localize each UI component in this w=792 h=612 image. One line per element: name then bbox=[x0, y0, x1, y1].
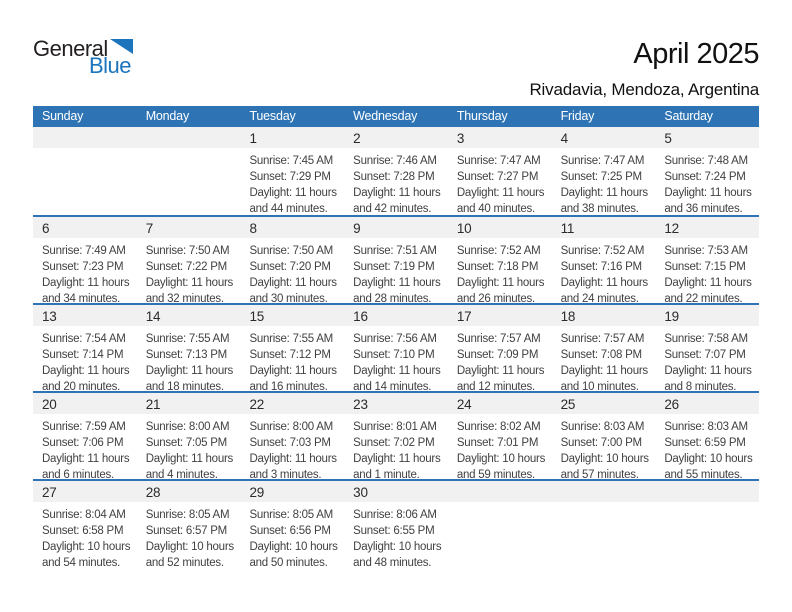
day-sun-info bbox=[33, 414, 137, 479]
day-number: 18 bbox=[552, 305, 656, 326]
sun-info-line: Sunset: 7:29 PM bbox=[249, 171, 331, 183]
sun-info-line: Sunrise: 7:46 AM bbox=[353, 155, 437, 167]
weekday-header-thursday: Thursday bbox=[456, 109, 508, 123]
sun-info-line: Daylight: 10 hours bbox=[42, 541, 131, 553]
sun-info-line: and 12 minutes. bbox=[456, 381, 535, 391]
day-sun-info bbox=[240, 238, 344, 303]
sun-info-line: Daylight: 11 hours bbox=[42, 277, 130, 289]
day-number: 11 bbox=[552, 217, 656, 238]
day-sun-info bbox=[240, 502, 344, 567]
sun-info-line: Daylight: 11 hours bbox=[456, 365, 545, 377]
calendar-day-cell bbox=[137, 217, 241, 303]
sun-info-line: Daylight: 11 hours bbox=[353, 453, 441, 465]
calendar-empty-cell bbox=[552, 481, 656, 567]
calendar-day-cell bbox=[448, 217, 552, 303]
calendar-day-cell bbox=[240, 127, 344, 215]
day-sun-info bbox=[655, 148, 759, 215]
day-sun-info bbox=[137, 148, 241, 153]
sun-info-line: Sunset: 7:10 PM bbox=[353, 349, 435, 361]
sun-info-line: Sunset: 7:19 PM bbox=[353, 261, 435, 273]
calendar-day-cell bbox=[344, 305, 448, 391]
sun-info-line: Sunrise: 8:04 AM bbox=[42, 509, 126, 521]
sun-info-line: and 52 minutes. bbox=[145, 557, 224, 567]
sun-info-line: Sunrise: 8:06 AM bbox=[353, 509, 437, 521]
calendar-day-cell bbox=[33, 481, 137, 567]
sun-info-line: and 50 minutes. bbox=[249, 557, 328, 567]
sun-info-line: Sunrise: 7:54 AM bbox=[42, 333, 126, 345]
sun-info-line: Daylight: 10 hours bbox=[249, 541, 338, 553]
calendar-day-cell bbox=[552, 127, 656, 215]
sun-info-line: and 57 minutes. bbox=[560, 469, 639, 479]
day-sun-info bbox=[448, 148, 552, 215]
day-number: 25 bbox=[552, 393, 656, 414]
day-sun-info bbox=[137, 238, 241, 303]
sun-info-line: Sunrise: 8:05 AM bbox=[249, 509, 334, 521]
calendar-day-cell bbox=[552, 217, 656, 303]
sun-info-line: Sunrise: 7:51 AM bbox=[353, 245, 437, 257]
calendar-empty-cell bbox=[33, 127, 137, 215]
sun-info-line: and 10 minutes. bbox=[560, 381, 639, 391]
sun-info-line: Sunset: 7:03 PM bbox=[249, 437, 331, 449]
sun-info-line: Sunrise: 7:57 AM bbox=[560, 333, 645, 345]
day-number: 14 bbox=[137, 305, 241, 326]
day-sun-info bbox=[655, 326, 759, 391]
sun-info-line: Sunset: 7:00 PM bbox=[560, 437, 642, 449]
sun-info-line: Daylight: 11 hours bbox=[664, 277, 752, 289]
day-number: 15 bbox=[240, 305, 344, 326]
sun-info-line: Sunset: 7:16 PM bbox=[560, 261, 642, 273]
sun-info-line: Sunset: 7:28 PM bbox=[353, 171, 435, 183]
day-number bbox=[655, 481, 759, 502]
day-sun-info bbox=[655, 502, 759, 507]
day-sun-info bbox=[655, 238, 759, 303]
calendar-title-block bbox=[529, 38, 759, 100]
day-sun-info bbox=[448, 326, 552, 391]
sun-info-line: Sunset: 6:59 PM bbox=[664, 437, 746, 449]
day-sun-info bbox=[552, 238, 656, 303]
calendar-day-cell bbox=[655, 127, 759, 215]
day-number: 29 bbox=[240, 481, 344, 502]
sun-info-line: Daylight: 11 hours bbox=[145, 365, 234, 377]
day-number: 20 bbox=[33, 393, 137, 414]
sun-info-line: Daylight: 11 hours bbox=[456, 187, 545, 199]
day-sun-info bbox=[655, 414, 759, 479]
day-sun-info bbox=[33, 502, 137, 567]
day-number: 7 bbox=[137, 217, 241, 238]
sun-info-line: and 34 minutes. bbox=[42, 293, 121, 303]
sun-info-line: Sunrise: 8:00 AM bbox=[145, 421, 230, 433]
sun-info-line: Daylight: 11 hours bbox=[353, 365, 441, 377]
sun-info-line: Sunrise: 8:03 AM bbox=[664, 421, 748, 433]
day-number: 30 bbox=[344, 481, 448, 502]
day-number: 6 bbox=[33, 217, 137, 238]
sun-info-line: Sunrise: 8:05 AM bbox=[145, 509, 230, 521]
sun-info-line: and 42 minutes. bbox=[353, 203, 432, 215]
sun-info-line: Sunset: 7:22 PM bbox=[145, 261, 227, 273]
calendar-empty-cell bbox=[137, 127, 241, 215]
sun-info-line: Daylight: 10 hours bbox=[145, 541, 234, 553]
sun-info-line: Daylight: 11 hours bbox=[353, 277, 441, 289]
sun-info-line: Sunset: 7:12 PM bbox=[249, 349, 331, 361]
sun-info-line: Sunrise: 7:53 AM bbox=[664, 245, 748, 257]
calendar-location-subtitle: Rivadavia, Mendoza, Argentina bbox=[529, 80, 759, 99]
calendar-empty-cell bbox=[448, 481, 552, 567]
sun-info-line: Sunset: 7:15 PM bbox=[664, 261, 746, 273]
calendar-week-row bbox=[33, 127, 759, 215]
sun-info-line: Sunset: 7:07 PM bbox=[664, 349, 746, 361]
day-number bbox=[33, 127, 137, 148]
calendar-week-row bbox=[33, 391, 759, 479]
day-number: 28 bbox=[137, 481, 241, 502]
day-sun-info bbox=[552, 414, 656, 479]
sun-info-line: Sunset: 7:23 PM bbox=[42, 261, 124, 273]
calendar-day-cell bbox=[33, 305, 137, 391]
day-number: 10 bbox=[448, 217, 552, 238]
sun-info-line: Sunset: 7:18 PM bbox=[456, 261, 539, 273]
logo-triangle-icon bbox=[110, 39, 133, 54]
calendar-month-title: April 2025 bbox=[633, 38, 759, 70]
day-sun-info bbox=[448, 502, 552, 507]
day-number: 5 bbox=[655, 127, 759, 148]
calendar-day-cell bbox=[552, 393, 656, 479]
day-sun-info bbox=[344, 238, 448, 303]
general-blue-logo bbox=[33, 38, 133, 77]
sun-info-line: and 4 minutes. bbox=[145, 469, 218, 479]
calendar-week-row bbox=[33, 215, 759, 303]
sun-info-line: and 55 minutes. bbox=[664, 469, 743, 479]
sun-info-line: Daylight: 11 hours bbox=[42, 453, 130, 465]
sun-info-line: Daylight: 10 hours bbox=[353, 541, 442, 553]
sun-info-line: Sunset: 6:55 PM bbox=[353, 525, 435, 537]
sun-info-line: Sunset: 7:05 PM bbox=[145, 437, 227, 449]
sun-info-line: Sunrise: 7:50 AM bbox=[145, 245, 230, 257]
sun-info-line: and 59 minutes. bbox=[456, 469, 535, 479]
weekday-header-saturday: Saturday bbox=[664, 109, 713, 123]
sun-info-line: Sunrise: 7:47 AM bbox=[456, 155, 541, 167]
sun-info-line: Sunrise: 7:52 AM bbox=[560, 245, 645, 257]
day-sun-info bbox=[240, 326, 344, 391]
logo-text-blue: Blue bbox=[89, 53, 132, 78]
weekday-header-row bbox=[33, 106, 759, 127]
sun-info-line: Daylight: 11 hours bbox=[664, 187, 752, 199]
sun-info-line: Daylight: 11 hours bbox=[249, 187, 337, 199]
sun-info-line: Daylight: 11 hours bbox=[664, 365, 752, 377]
day-number: 16 bbox=[344, 305, 448, 326]
sun-info-line: Sunrise: 8:02 AM bbox=[456, 421, 541, 433]
day-sun-info bbox=[552, 148, 656, 215]
sun-info-line: and 14 minutes. bbox=[353, 381, 432, 391]
calendar-day-cell bbox=[137, 393, 241, 479]
sun-info-line: and 20 minutes. bbox=[42, 381, 121, 391]
day-number: 3 bbox=[448, 127, 552, 148]
sun-info-line: Sunset: 7:14 PM bbox=[42, 349, 124, 361]
sun-info-line: Sunrise: 7:49 AM bbox=[42, 245, 126, 257]
sun-info-line: Daylight: 11 hours bbox=[42, 365, 130, 377]
day-number: 4 bbox=[552, 127, 656, 148]
sun-info-line: Sunset: 7:06 PM bbox=[42, 437, 124, 449]
sun-info-line: Sunset: 7:27 PM bbox=[456, 171, 539, 183]
day-number bbox=[137, 127, 241, 148]
sun-info-line: and 28 minutes. bbox=[353, 293, 432, 303]
calendar-week-row bbox=[33, 303, 759, 391]
calendar-day-cell bbox=[137, 481, 241, 567]
sun-info-line: and 32 minutes. bbox=[145, 293, 224, 303]
sun-info-line: and 38 minutes. bbox=[560, 203, 639, 215]
calendar-day-cell bbox=[344, 481, 448, 567]
sun-info-line: Daylight: 11 hours bbox=[249, 453, 337, 465]
day-sun-info bbox=[344, 502, 448, 567]
sun-info-line: and 54 minutes. bbox=[42, 557, 121, 567]
weekday-header-tuesday: Tuesday bbox=[249, 109, 296, 123]
sun-info-line: and 26 minutes. bbox=[456, 293, 535, 303]
weekday-header-friday: Friday bbox=[560, 109, 595, 123]
sun-info-line: and 22 minutes. bbox=[664, 293, 743, 303]
day-number: 17 bbox=[448, 305, 552, 326]
calendar-day-cell bbox=[240, 393, 344, 479]
calendar-day-cell bbox=[448, 305, 552, 391]
sun-info-line: Sunset: 7:01 PM bbox=[456, 437, 539, 449]
calendar-day-cell bbox=[240, 217, 344, 303]
sun-info-line: Daylight: 11 hours bbox=[560, 277, 648, 289]
calendar-day-cell bbox=[137, 305, 241, 391]
day-sun-info bbox=[33, 326, 137, 391]
calendar-day-cell bbox=[552, 305, 656, 391]
sun-info-line: Sunrise: 7:58 AM bbox=[664, 333, 748, 345]
sun-info-line: Sunrise: 7:59 AM bbox=[42, 421, 126, 433]
calendar-day-cell bbox=[448, 127, 552, 215]
sun-info-line: Sunset: 7:24 PM bbox=[664, 171, 746, 183]
day-number: 21 bbox=[137, 393, 241, 414]
day-sun-info bbox=[137, 326, 241, 391]
day-sun-info bbox=[240, 148, 344, 215]
sun-info-line: Sunrise: 8:03 AM bbox=[560, 421, 645, 433]
day-sun-info bbox=[448, 238, 552, 303]
sun-info-line: Daylight: 11 hours bbox=[560, 365, 648, 377]
day-number: 13 bbox=[33, 305, 137, 326]
day-number bbox=[448, 481, 552, 502]
day-sun-info bbox=[448, 414, 552, 479]
calendar-day-cell bbox=[655, 393, 759, 479]
sun-info-line: and 40 minutes. bbox=[456, 203, 535, 215]
calendar-weeks bbox=[33, 127, 759, 567]
day-number bbox=[552, 481, 656, 502]
sun-info-line: and 36 minutes. bbox=[664, 203, 743, 215]
logo-text-general: General bbox=[33, 36, 108, 61]
day-sun-info bbox=[552, 326, 656, 391]
day-number: 26 bbox=[655, 393, 759, 414]
weekday-header-wednesday: Wednesday bbox=[353, 109, 418, 123]
sun-info-line: Sunset: 7:09 PM bbox=[456, 349, 539, 361]
calendar-day-cell bbox=[240, 481, 344, 567]
day-number: 2 bbox=[344, 127, 448, 148]
sun-info-line: Sunrise: 7:55 AM bbox=[249, 333, 334, 345]
sun-info-line: Daylight: 10 hours bbox=[664, 453, 753, 465]
day-sun-info bbox=[33, 238, 137, 303]
sun-info-line: Sunrise: 8:00 AM bbox=[249, 421, 334, 433]
sun-info-line: Daylight: 11 hours bbox=[353, 187, 441, 199]
day-sun-info bbox=[240, 414, 344, 479]
sun-info-line: and 18 minutes. bbox=[145, 381, 224, 391]
sun-info-line: Daylight: 10 hours bbox=[560, 453, 649, 465]
calendar-empty-cell bbox=[655, 481, 759, 567]
calendar-day-cell bbox=[344, 393, 448, 479]
sun-info-line: Sunrise: 7:57 AM bbox=[456, 333, 541, 345]
sun-info-line: Sunset: 6:58 PM bbox=[42, 525, 124, 537]
sun-info-line: Sunset: 7:20 PM bbox=[249, 261, 331, 273]
sun-info-line: Daylight: 11 hours bbox=[249, 365, 337, 377]
sun-info-line: and 3 minutes. bbox=[249, 469, 322, 479]
sun-info-line: and 30 minutes. bbox=[249, 293, 328, 303]
sun-info-line: Sunset: 6:57 PM bbox=[145, 525, 227, 537]
sun-info-line: Daylight: 11 hours bbox=[145, 453, 234, 465]
weekday-header-sunday: Sunday bbox=[42, 109, 84, 123]
day-sun-info bbox=[344, 414, 448, 479]
sun-info-line: Sunrise: 7:47 AM bbox=[560, 155, 645, 167]
day-number: 24 bbox=[448, 393, 552, 414]
day-number: 19 bbox=[655, 305, 759, 326]
sun-info-line: Daylight: 10 hours bbox=[456, 453, 546, 465]
sun-info-line: and 8 minutes. bbox=[664, 381, 737, 391]
day-number: 27 bbox=[33, 481, 137, 502]
sun-info-line: and 24 minutes. bbox=[560, 293, 639, 303]
day-number: 9 bbox=[344, 217, 448, 238]
calendar-day-cell bbox=[344, 217, 448, 303]
day-sun-info bbox=[344, 326, 448, 391]
day-number: 8 bbox=[240, 217, 344, 238]
sun-info-line: Sunset: 7:25 PM bbox=[560, 171, 642, 183]
calendar-day-cell bbox=[240, 305, 344, 391]
day-number: 1 bbox=[240, 127, 344, 148]
sun-info-line: Sunrise: 8:01 AM bbox=[353, 421, 437, 433]
day-sun-info bbox=[552, 502, 656, 507]
sun-info-line: Sunrise: 7:56 AM bbox=[353, 333, 437, 345]
day-number: 23 bbox=[344, 393, 448, 414]
day-number: 12 bbox=[655, 217, 759, 238]
day-sun-info bbox=[33, 148, 137, 153]
sun-info-line: Sunrise: 7:50 AM bbox=[249, 245, 334, 257]
sun-info-line: Sunset: 7:13 PM bbox=[145, 349, 227, 361]
sun-info-line: Daylight: 11 hours bbox=[456, 277, 545, 289]
weekday-header-monday: Monday bbox=[145, 109, 189, 123]
sun-info-line: Sunrise: 7:48 AM bbox=[664, 155, 748, 167]
calendar-day-cell bbox=[344, 127, 448, 215]
calendar-day-cell bbox=[655, 217, 759, 303]
calendar-week-row bbox=[33, 479, 759, 567]
sun-info-line: Sunset: 6:56 PM bbox=[249, 525, 331, 537]
sun-info-line: Daylight: 11 hours bbox=[560, 187, 648, 199]
calendar-table bbox=[33, 106, 759, 567]
day-sun-info bbox=[344, 148, 448, 215]
day-sun-info bbox=[137, 502, 241, 567]
sun-info-line: and 44 minutes. bbox=[249, 203, 328, 215]
day-number: 22 bbox=[240, 393, 344, 414]
sun-info-line: Sunset: 7:02 PM bbox=[353, 437, 435, 449]
sun-info-line: Sunrise: 7:45 AM bbox=[249, 155, 334, 167]
sun-info-line: Sunrise: 7:55 AM bbox=[145, 333, 230, 345]
sun-info-line: and 48 minutes. bbox=[353, 557, 432, 567]
calendar-day-cell bbox=[655, 305, 759, 391]
calendar-day-cell bbox=[33, 217, 137, 303]
calendar-day-cell bbox=[448, 393, 552, 479]
day-sun-info bbox=[137, 414, 241, 479]
calendar-day-cell bbox=[33, 393, 137, 479]
sun-info-line: Sunrise: 7:52 AM bbox=[456, 245, 541, 257]
sun-info-line: and 6 minutes. bbox=[42, 469, 114, 479]
sun-info-line: and 1 minute. bbox=[353, 469, 420, 479]
sun-info-line: Sunset: 7:08 PM bbox=[560, 349, 642, 361]
sun-info-line: Daylight: 11 hours bbox=[145, 277, 234, 289]
sun-info-line: and 16 minutes. bbox=[249, 381, 328, 391]
sun-info-line: Daylight: 11 hours bbox=[249, 277, 337, 289]
